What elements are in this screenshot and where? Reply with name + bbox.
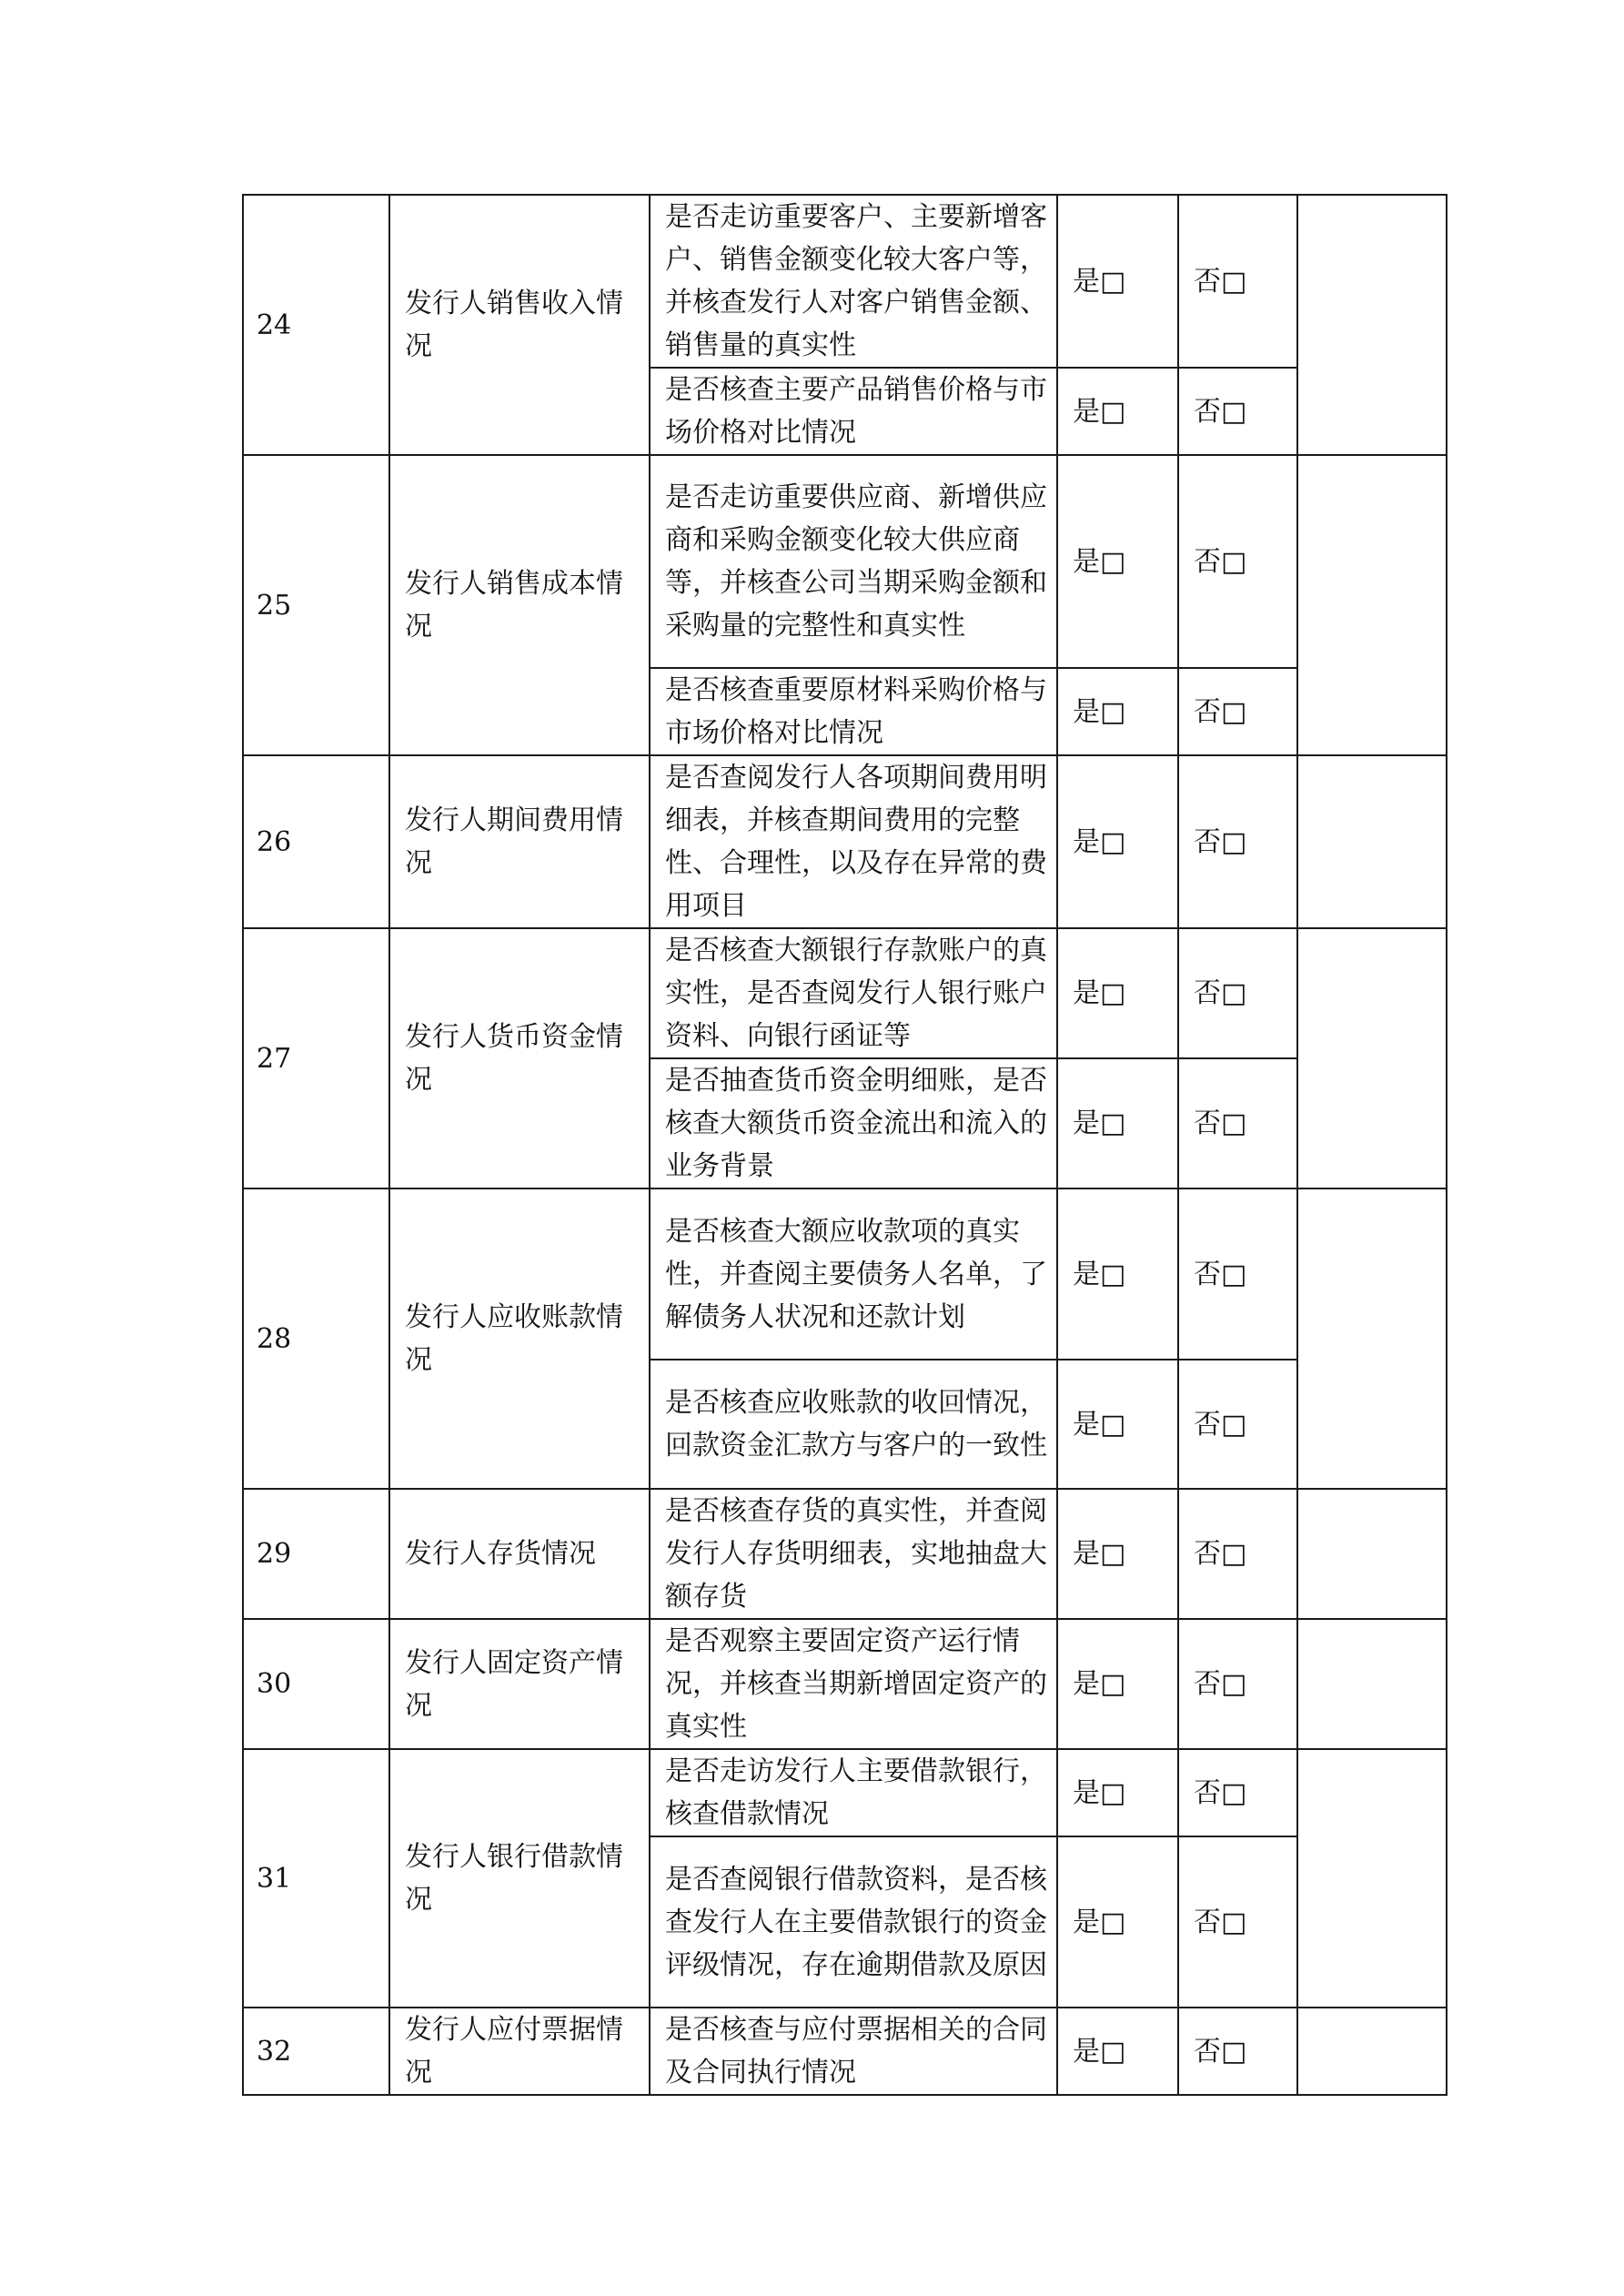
remarks-cell[interactable] [1297, 1489, 1447, 1619]
item-number: 27 [243, 928, 389, 1188]
check-item: 发行人固定资产情况 [389, 1619, 650, 1749]
table-row [243, 1749, 1447, 1836]
check-item: 发行人货币资金情况 [389, 928, 650, 1188]
table-row [243, 455, 1447, 668]
no-checkbox[interactable]: 否□ [1178, 755, 1297, 928]
check-item: 发行人期间费用情况 [389, 755, 650, 928]
check-question: 是否走访重要客户、主要新增客户、销售金额变化较大客户等，并核查发行人对客户销售金额、销售量的真实性 [650, 195, 1057, 368]
check-item: 发行人销售收入情况 [389, 195, 650, 455]
remarks-cell[interactable] [1297, 195, 1447, 455]
yes-checkbox[interactable]: 是□ [1057, 1619, 1178, 1749]
check-question: 是否核查存货的真实性，并查阅发行人存货明细表，实地抽盘大额存货 [650, 1489, 1057, 1619]
no-checkbox[interactable]: 否□ [1178, 1058, 1297, 1188]
no-checkbox[interactable]: 否□ [1178, 195, 1297, 368]
table-row [243, 755, 1447, 928]
check-question: 是否观察主要固定资产运行情况，并核查当期新增固定资产的真实性 [650, 1619, 1057, 1749]
no-checkbox[interactable]: 否□ [1178, 1188, 1297, 1360]
yes-checkbox[interactable]: 是□ [1057, 1749, 1178, 1836]
item-number: 26 [243, 755, 389, 928]
yes-checkbox[interactable]: 是□ [1057, 368, 1178, 455]
remarks-cell[interactable] [1297, 1619, 1447, 1749]
yes-checkbox[interactable]: 是□ [1057, 1489, 1178, 1619]
remarks-cell[interactable] [1297, 928, 1447, 1188]
yes-checkbox[interactable]: 是□ [1057, 1188, 1178, 1360]
no-checkbox[interactable]: 否□ [1178, 1836, 1297, 2008]
check-question: 是否抽查货币资金明细账，是否核查大额货币资金流出和流入的业务背景 [650, 1058, 1057, 1188]
item-number: 32 [243, 2008, 389, 2095]
check-question: 是否走访发行人主要借款银行，核查借款情况 [650, 1749, 1057, 1836]
yes-checkbox[interactable]: 是□ [1057, 195, 1178, 368]
checklist-body [243, 195, 1447, 2095]
check-question: 是否走访重要供应商、新增供应商和采购金额变化较大供应商等，并核查公司当期采购金额和采购量的完整性和真实性 [650, 455, 1057, 668]
remarks-cell[interactable] [1297, 1749, 1447, 2008]
yes-checkbox[interactable]: 是□ [1057, 455, 1178, 668]
table-row [243, 2008, 1447, 2095]
table-row [243, 1619, 1447, 1749]
yes-checkbox[interactable]: 是□ [1057, 928, 1178, 1058]
item-number: 24 [243, 195, 389, 455]
remarks-cell[interactable] [1297, 1188, 1447, 1489]
remarks-cell[interactable] [1297, 2008, 1447, 2095]
no-checkbox[interactable]: 否□ [1178, 2008, 1297, 2095]
check-question: 是否核查大额应收款项的真实性，并查阅主要债务人名单，了解债务人状况和还款计划 [650, 1188, 1057, 1360]
item-number: 28 [243, 1188, 389, 1489]
check-item: 发行人应收账款情况 [389, 1188, 650, 1489]
check-item: 发行人银行借款情况 [389, 1749, 650, 2008]
verification-checklist-table [242, 194, 1447, 2096]
yes-checkbox[interactable]: 是□ [1057, 755, 1178, 928]
check-question: 是否核查重要原材料采购价格与市场价格对比情况 [650, 668, 1057, 755]
no-checkbox[interactable]: 否□ [1178, 368, 1297, 455]
no-checkbox[interactable]: 否□ [1178, 1489, 1297, 1619]
yes-checkbox[interactable]: 是□ [1057, 1836, 1178, 2008]
check-question: 是否核查大额银行存款账户的真实性，是否查阅发行人银行账户资料、向银行函证等 [650, 928, 1057, 1058]
table-row [243, 1188, 1447, 1360]
item-number: 29 [243, 1489, 389, 1619]
check-question: 是否查阅发行人各项期间费用明细表，并核查期间费用的完整性、合理性，以及存在异常的费用项目 [650, 755, 1057, 928]
no-checkbox[interactable]: 否□ [1178, 668, 1297, 755]
item-number: 25 [243, 455, 389, 755]
table-row [243, 1489, 1447, 1619]
check-item: 发行人应付票据情况 [389, 2008, 650, 2095]
check-item: 发行人销售成本情况 [389, 455, 650, 755]
check-question: 是否核查主要产品销售价格与市场价格对比情况 [650, 368, 1057, 455]
yes-checkbox[interactable]: 是□ [1057, 2008, 1178, 2095]
no-checkbox[interactable]: 否□ [1178, 1619, 1297, 1749]
yes-checkbox[interactable]: 是□ [1057, 668, 1178, 755]
item-number: 30 [243, 1619, 389, 1749]
check-question: 是否核查与应付票据相关的合同及合同执行情况 [650, 2008, 1057, 2095]
no-checkbox[interactable]: 否□ [1178, 928, 1297, 1058]
yes-checkbox[interactable]: 是□ [1057, 1058, 1178, 1188]
check-question: 是否查阅银行借款资料，是否核查发行人在主要借款银行的资金评级情况，存在逾期借款及原因 [650, 1836, 1057, 2008]
check-question: 是否核查应收账款的收回情况，回款资金汇款方与客户的一致性 [650, 1360, 1057, 1489]
check-item: 发行人存货情况 [389, 1489, 650, 1619]
table-row [243, 928, 1447, 1058]
remarks-cell[interactable] [1297, 455, 1447, 755]
no-checkbox[interactable]: 否□ [1178, 1749, 1297, 1836]
table-row [243, 195, 1447, 368]
no-checkbox[interactable]: 否□ [1178, 1360, 1297, 1489]
item-number: 31 [243, 1749, 389, 2008]
yes-checkbox[interactable]: 是□ [1057, 1360, 1178, 1489]
remarks-cell[interactable] [1297, 755, 1447, 928]
no-checkbox[interactable]: 否□ [1178, 455, 1297, 668]
